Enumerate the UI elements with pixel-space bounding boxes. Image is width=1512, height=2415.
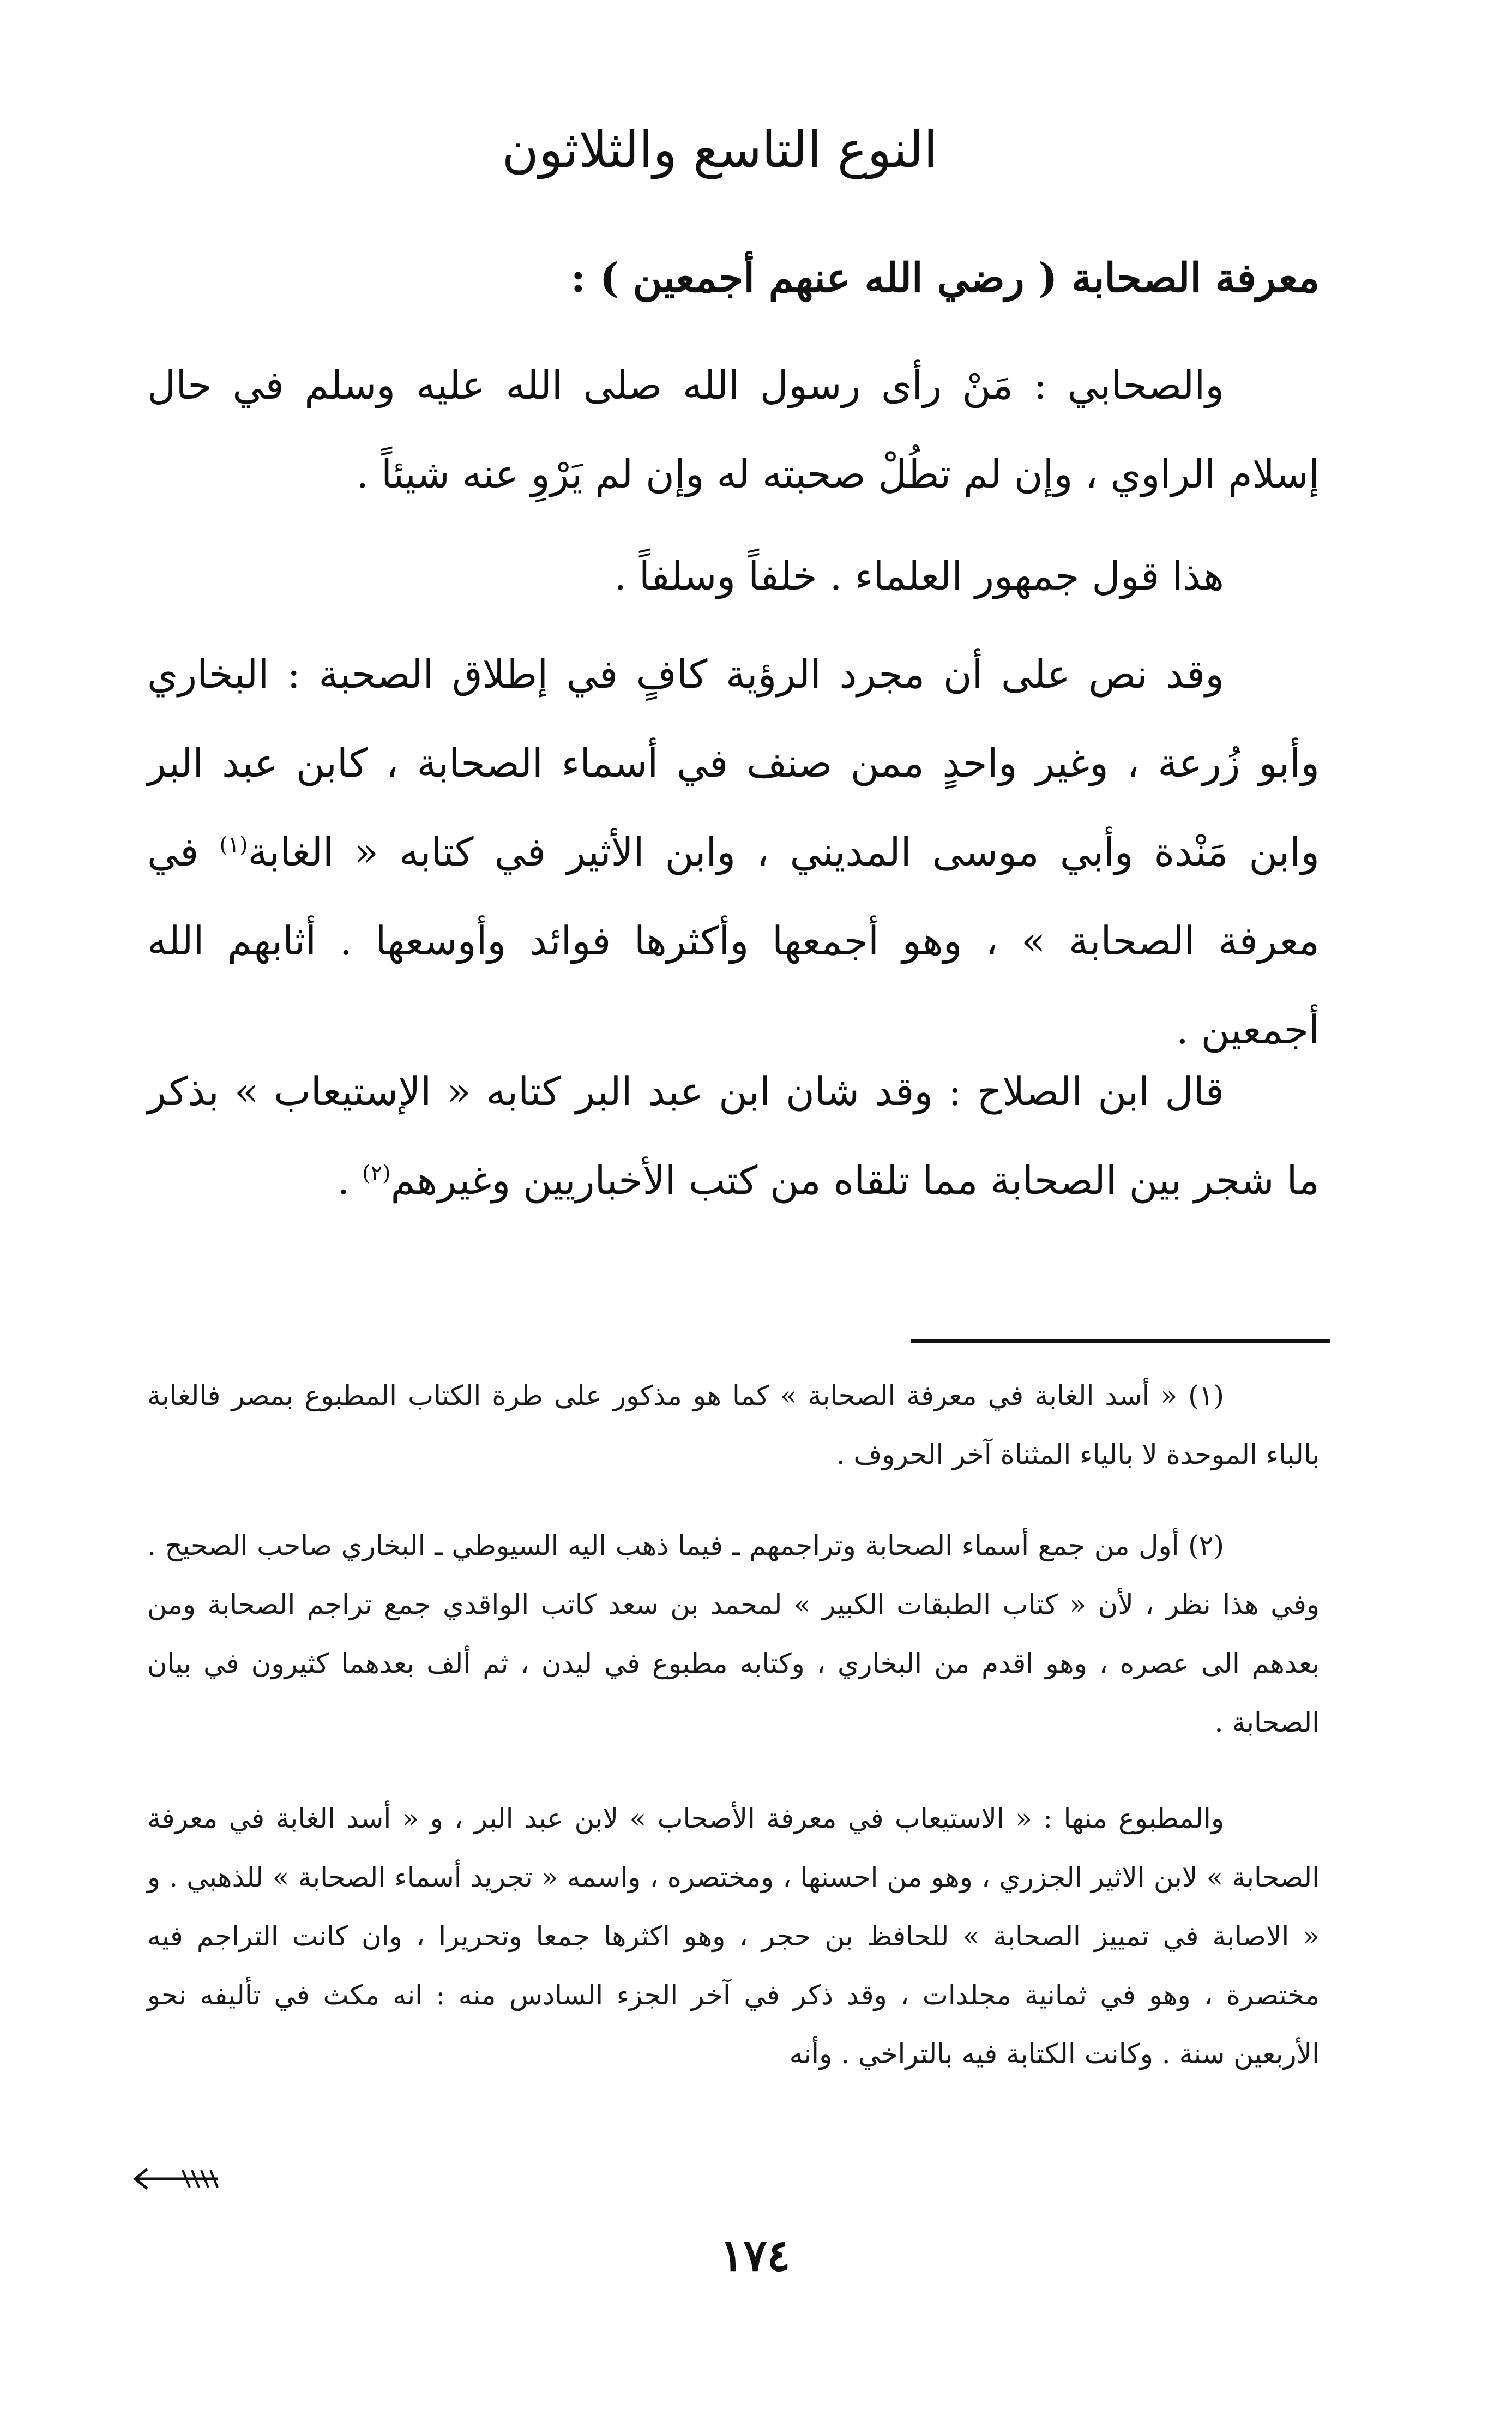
- paragraph-text: في معرفة الصحابة » ، وهو أجمعها وأكثرها فوائد وأوسعها . أثابهم الله أجمعين .: [147, 829, 1320, 1053]
- footnote-2-continuation: والمطبوع منها : « الاستيعاب في معرفة الأصحاب » لابن عبد البر ، و « أسد الغابة في معرفة الصحابة » لابن الاثير الجزري ، وهو من احسنها ، ومختصره ، واسمه « تجريد أسماء الصحابة » للذهبي . و « الاصابة في تمييز الصحابة » للحافظ بن حجر ، وهو اكثرها جمعا وتحريرا ، وان كانت التراجم فيه مختصرة ، وهو في ثمانية مجلدات ، وقد ذكر في آخر الجزء السادس منه : انه مكث في تأليفه نحو الأربعين سنة . وكانت الكتابة فيه بالتراخي . وأنه: [147, 1803, 1320, 2070]
- paragraph-text: وقد نص على أن مجرد الرؤية كافٍ في إطلاق الصحبة : البخاري وأبو زُرعة ، وغير واحدٍ ممن صنف في أسماء الصحابة ، كابن عبد البر وابن مَنْدة وأبي موسى المديني ، وابن الأثير في كتابه « الغابة: [147, 651, 1320, 875]
- paragraph-text: قال ابن الصلاح : وقد شان ابن عبد البر كتابه « الإستيعاب » بذكر ما شجر بين الصحابة مما تلقاه من كتب الأخباريين وغيرهم: [147, 1068, 1320, 1203]
- footnote-2: (٢) أول من جمع أسماء الصحابة وتراجمهم ـ فيما ذهب اليه السيوطي ـ البخاري صاحب الصحيح . وفي هذا نظر ، لأن « كتاب الطبقات الكبير » لمحمد بن سعد كاتب الواقدي جمع تراجم الصحابة ومن بعدهم الى عصره ، وهو اقدم من البخاري ، وكتابه مطبوع في ليدن ، ثم ألف بعدهما كثيرون في بيان الصحابة .: [147, 1530, 1320, 1738]
- paragraph-sight-sufficient: [147, 630, 1320, 1074]
- chapter-title: النوع التاسع والثلاثون: [502, 121, 938, 179]
- paragraph-majority-view: هذا قول جمهور العلماء . خلفاً وسلفاً .: [614, 553, 1224, 599]
- paragraph-ibn-salah: [147, 1047, 1320, 1225]
- footnote-separator: [911, 1339, 1330, 1343]
- paragraph-definition: والصحابي : مَنْ رأى رسول الله صلى الله عليه وسلم في حال إسلام الراوي ، وإن لم تطُلْ صحبته له وإن لم يَرْوِ عنه شيئاً .: [147, 362, 1320, 497]
- continuation-arrow-icon: [131, 2162, 224, 2195]
- footnote-reference-1: (١): [219, 832, 248, 857]
- footnote-reference-2: (٢): [362, 1161, 391, 1186]
- page-number: ١٧٤: [720, 2230, 791, 2281]
- paragraph-text: .: [337, 1157, 363, 1203]
- footnote-1: (١) « أسد الغابة في معرفة الصحابة » كما هو مذكور على طرة الكتاب المطبوع بمصر فالغابة بالباء الموحدة لا بالياء المثناة آخر الحروف .: [147, 1380, 1320, 1470]
- section-heading: معرفة الصحابة ( رضي الله عنهم أجمعين ) :: [570, 255, 1320, 302]
